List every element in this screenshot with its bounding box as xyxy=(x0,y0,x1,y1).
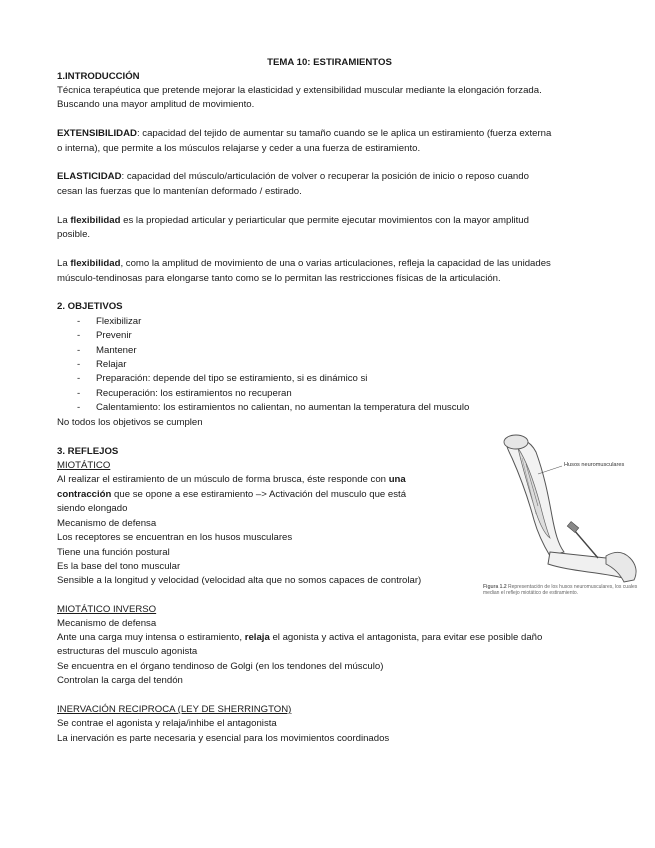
bullet-dash: - xyxy=(77,359,81,370)
miotatico-line-2-text: que se opone a ese estiramiento –> Activación del musculo que está xyxy=(111,489,407,500)
flexibilidad-1-line-1 xyxy=(57,214,600,228)
inverso-line-2-text: Ante una carga muy intensa o estiramiento, xyxy=(57,632,245,643)
bullet-dash: - xyxy=(77,330,81,341)
bullet-dash: - xyxy=(77,316,81,327)
inervacion-line-2: La inervación es parte necesaria y esencial para los movimientos coordinados xyxy=(57,733,390,744)
flexibilidad-1-term: flexibilidad xyxy=(70,215,121,226)
miotatico-line-1-text: Al realizar el estiramiento de un músculo de forma brusca, éste responde con xyxy=(57,474,389,485)
miotatico-line-2-bold: contracción xyxy=(57,489,112,500)
intro-line-2: Buscando una mayor amplitud de movimiento. xyxy=(57,99,255,110)
arm-illustration xyxy=(478,434,641,604)
figure-label: Husos neuromusculares xyxy=(564,462,625,468)
elasticidad-def: : capacidad del músculo/articulación de volver o recuperar la posición de inicio o reposo cuando xyxy=(121,171,529,182)
miotatico-line-1 xyxy=(57,473,406,487)
objetivos-heading: 2. OBJETIVOS xyxy=(57,301,123,312)
flexibilidad-2-line-2: músculo-tendinosas para elongarse tanto como se lo permitan las restricciones físicas de la articulación. xyxy=(57,273,501,284)
page-title: TEMA 10: ESTIRAMIENTOS xyxy=(267,57,392,68)
miotatico-line-4: Mecanismo de defensa xyxy=(57,518,157,529)
miotatico-line-5: Los receptores se encuentran en los husos musculares xyxy=(57,532,293,543)
miotatico-line-8: Sensible a la longitud y velocidad (velocidad alta que no somos capaces de controlar) xyxy=(57,575,422,586)
elasticidad-line-2: cesan las fuerzas que lo mantenían deformado / estirado. xyxy=(57,186,302,197)
objetivo-text: Mantener xyxy=(96,345,137,356)
inverso-line-4: Se encuentra en el órgano tendinoso de Golgi (en los tendones del músculo) xyxy=(57,661,384,672)
bullet-dash: - xyxy=(77,345,81,356)
figure-caption xyxy=(483,584,643,596)
flexibilidad-1-line-2: posible. xyxy=(57,229,91,240)
bullet-dash: - xyxy=(77,373,81,384)
bullet-dash: - xyxy=(77,388,81,399)
bullet-dash: - xyxy=(77,402,81,413)
objetivo-text: Prevenir xyxy=(96,330,132,341)
inverso-line-2-rest: el agonista y activa el antagonista, para evitar ese posible daño xyxy=(269,632,543,643)
objetivo-text: Relajar xyxy=(96,359,127,370)
miotatico-line-3: siendo elongado xyxy=(57,503,128,514)
miotatico-line-6: Tiene una función postural xyxy=(57,547,170,558)
objetivos-note: No todos los objetivos se cumplen xyxy=(57,417,203,428)
inverso-line-3: estructuras del musculo agonista xyxy=(57,646,198,657)
inervacion-subheading: INERVACIÓN RECIPROCA (LEY DE SHERRINGTON) xyxy=(57,704,292,715)
inervacion-line-1: Se contrae el agonista y relaja/inhibe el antagonista xyxy=(57,718,277,729)
miotatico-subheading: MIOTÁTICO xyxy=(57,460,111,471)
reflejos-heading: 3. REFLEJOS xyxy=(57,446,119,457)
inverso-line-2 xyxy=(57,631,542,645)
figure-caption-label: Figura 1.2 xyxy=(483,584,507,590)
intro-line-1: Técnica terapéutica que pretende mejorar la elasticidad y extensibilidad muscular mediante la elongación forzada. xyxy=(57,85,542,96)
inverso-subheading: MIOTÁTICO INVERSO xyxy=(57,604,157,615)
flexibilidad-1-def: es la propiedad articular y periarticular que permite ejecutar movimientos con la mayor amplitud xyxy=(120,215,529,226)
objetivo-text: Recuperación: los estiramientos no recuperan xyxy=(96,388,292,399)
miotatico-line-7: Es la base del tono muscular xyxy=(57,561,181,572)
extensibilidad-line-1 xyxy=(57,127,600,141)
flexibilidad-1-pre: La xyxy=(57,215,71,226)
extensibilidad-term: EXTENSIBILIDAD xyxy=(57,128,137,139)
inverso-line-5: Controlan la carga del tendón xyxy=(57,675,183,686)
extensibilidad-line-2: o interna), que permite a los músculos relajarse y ceder a una fuerza de estiramiento. xyxy=(57,143,421,154)
inverso-line-2-bold: relaja xyxy=(244,632,270,643)
flexibilidad-2-def: , como la amplitud de movimiento de una o varias articulaciones, refleja la capacidad de las unidades xyxy=(120,258,551,269)
flexibilidad-2-line-1 xyxy=(57,257,600,271)
inverso-line-1: Mecanismo de defensa xyxy=(57,618,157,629)
flexibilidad-2-term: flexibilidad xyxy=(70,258,121,269)
miotatico-line-2 xyxy=(57,488,406,502)
intro-heading: 1.INTRODUCCIÓN xyxy=(57,71,140,82)
flexibilidad-2-pre: La xyxy=(57,258,71,269)
figure-caption-text: Representación de los husos neuromusculares, los cuales median el reflejo miotático de estiramiento. xyxy=(483,584,638,596)
objetivo-text: Preparación: depende del tipo se estiramiento, si es dinámico si xyxy=(96,373,368,384)
elasticidad-line-1 xyxy=(57,170,600,184)
elasticidad-term: ELASTICIDAD xyxy=(57,171,122,182)
objetivo-text: Calentamiento: los estiramientos no calientan, no aumentan la temperatura del musculo xyxy=(96,402,470,413)
miotatico-line-1-bold: una xyxy=(388,474,406,485)
extensibilidad-def: : capacidad del tejido de aumentar su tamaño cuando se le aplica un estiramiento (fuerza externa xyxy=(136,128,552,139)
objetivo-text: Flexibilizar xyxy=(96,316,142,327)
